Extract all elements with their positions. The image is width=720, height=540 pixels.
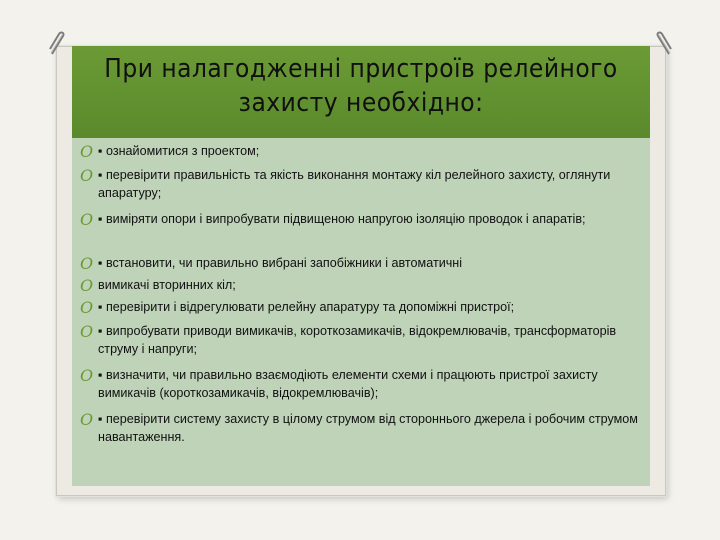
paper-clip-icon <box>651 30 675 56</box>
bullet-text: ▪ ознайомитися з проектом; <box>98 144 260 158</box>
bullet-text: ▪ визначити, чи правильно взаємодіють елементи схеми і працюють пристрої захисту вимикачів (короткозамикачів, відокремлювачів); <box>98 368 598 400</box>
bullet-text: ▪ встановити, чи правильно вибрані запобіжники і автоматичні <box>98 256 463 270</box>
bullet-text: ▪ перевірити і відрегулювати релейну апаратуру та допоміжні пристрої; <box>98 300 515 314</box>
bullet-marker: O <box>80 210 94 229</box>
bullet-marker: O <box>80 298 94 317</box>
bullet-marker: O <box>80 166 94 185</box>
bullet-text: ▪ виміряти опори і випробувати підвищеною напругою ізоляцію проводок і апаратів; <box>98 212 586 226</box>
bullet-text: ▪ перевірити правильність та якість виконання монтажу кіл релейного захисту, оглянути апаратуру; <box>98 168 611 200</box>
bullet-text: ▪ випробувати приводи вимикачів, короткозамикачів, відокремлювачів, трансформаторів струму і напруги; <box>98 324 617 356</box>
bullet-marker: O <box>80 366 94 385</box>
bullet-marker: O <box>80 276 94 295</box>
paper-clip-icon <box>46 30 70 56</box>
bullet-text: вимикачі вторинних кіл; <box>98 278 236 292</box>
bullet-marker: O <box>80 322 94 341</box>
bullet-marker: O <box>80 254 94 273</box>
bullet-marker: O <box>80 142 94 161</box>
bullet-marker: O <box>80 410 94 429</box>
bullet-text: ▪ перевірити систему захисту в цілому струмом від стороннього джерела і робочим струмом навантаження. <box>98 412 638 444</box>
slide-title: При налагодженні пристроїв релейного захисту необхідно: <box>104 54 618 118</box>
